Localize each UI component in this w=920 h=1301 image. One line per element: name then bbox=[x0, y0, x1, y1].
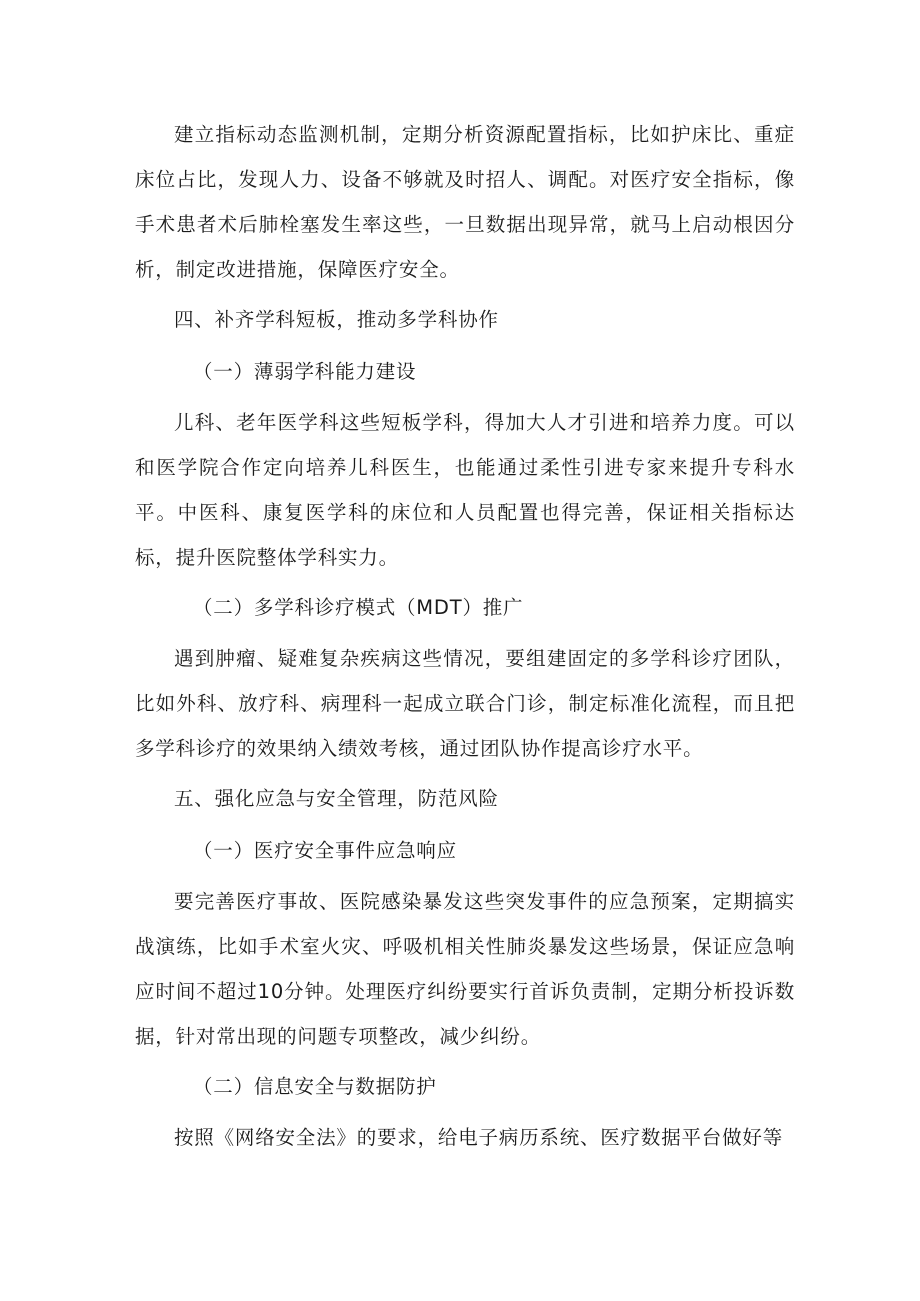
section-heading-4: 四、补齐学科短板，推动多学科协作 bbox=[174, 308, 499, 331]
paragraph-data-protection: 按照《网络安全法》的要求，给电子病历系统、医疗数据平台做好等 bbox=[174, 1126, 784, 1149]
subsection-heading-4-1: （一）薄弱学科能力建设 bbox=[193, 360, 417, 383]
paragraph-emergency-response: 要完善医疗事故、医院感染暴发这些突发事件的应急预案，定期搞实战演练，比如手术室火灾、呼吸机相关性肺炎暴发这些场景，保证应急响应时间不超过10分钟。处理医疗纠纷要实行首诉负责制，定期分析投诉数据，针对常出现的问题专项整改，减少纠纷。 bbox=[135, 890, 795, 1048]
document-body bbox=[135, 112, 795, 1160]
paragraph-mdt: 遇到肿瘤、疑难复杂疾病这些情况，要组建固定的多学科诊疗团队，比如外科、放疗科、病理科一起成立联合门诊，制定标准化流程，而且把多学科诊疗的效果纳入绩效考核，通过团队协作提高诊疗水平。 bbox=[135, 647, 795, 760]
paragraph-monitoring-mechanism: 建立指标动态监测机制，定期分析资源配置指标，比如护床比、重症床位占比，发现人力、设备不够就及时招人、调配。对医疗安全指标，像手术患者术后肺栓塞发生率这些，一旦数据出现异常，就马上启动根因分析，制定改进措施，保障医疗安全。 bbox=[135, 123, 795, 281]
subsection-heading-4-2: （二）多学科诊疗模式（MDT）推广 bbox=[193, 596, 524, 619]
subsection-heading-5-1: （一）医疗安全事件应急响应 bbox=[193, 839, 457, 862]
section-heading-5: 五、强化应急与安全管理，防范风险 bbox=[174, 787, 499, 810]
subsection-heading-5-2: （二）信息安全与数据防护 bbox=[193, 1075, 437, 1098]
paragraph-weak-disciplines: 儿科、老年医学科这些短板学科，得加大人才引进和培养力度。可以和医学院合作定向培养儿科医生，也能通过柔性引进专家来提升专科水平。中医科、康复医学科的床位和人员配置也得完善，保证相关指标达标，提升医院整体学科实力。 bbox=[135, 411, 795, 569]
